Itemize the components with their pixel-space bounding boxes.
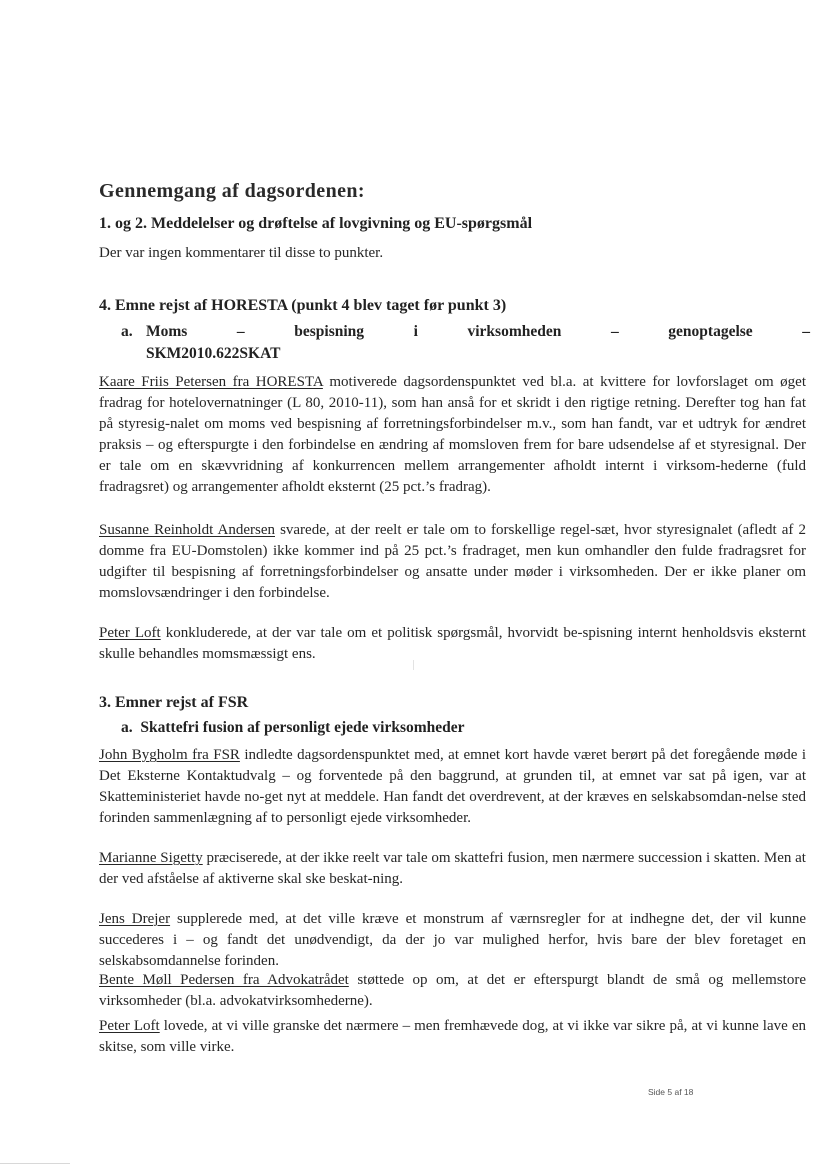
- paragraph-text: støttede op om, at det er efterspurgt blandt de små og mellemstore virksomheder (bl.a. advokatvirksomhederne).: [99, 972, 806, 1009]
- speaker-name: Peter Loft: [99, 1018, 160, 1034]
- speaker-name: Marianne Sigetty: [99, 850, 203, 866]
- speaker-name: John Bygholm fra FSR: [99, 747, 240, 763]
- subheading-word: Moms: [146, 323, 188, 340]
- page-number: Side 5 af 18: [648, 1087, 694, 1097]
- speaker-name: Jens Drejer: [99, 911, 171, 927]
- subheading-word: genoptagelse: [668, 323, 753, 340]
- subheading-word: i: [413, 323, 418, 340]
- paragraph-text: indledte dagsordenspunktet med, at emnet kort havde været berørt på det foregående møde i Det Eksterne Kontaktudvalg – og forventede på den baggrund, at grunden til, at emnet var sat på igen, var at Skatteministeriet havde no-get nyt at meddele. Han fandt det overdrevent, at der kræves en selskabsomdan-nelse sted forinden sammenlægning af to personligt ejede virksomheder.: [99, 747, 807, 826]
- subheading-word: bespisning: [294, 323, 365, 340]
- section-3-title: 3. Emner rejst af FSR: [99, 694, 249, 711]
- scan-mark: [413, 660, 414, 670]
- subheading-word: virksomheden: [467, 323, 562, 340]
- section-3-paragraph-5: [99, 1016, 806, 1058]
- paragraph-text: supplerede med, at det ville kræve et monstrum af værnsregler for at indhegne det, der vil kunne succederes i – og fandt det unødvendigt, da der jo var mulighed herfor, hvis bare der blev foretaget en selskabsomdannelse forinden.: [99, 911, 806, 969]
- section-3-subheading: a. Skattefri fusion af personligt ejede virksomheder: [121, 719, 465, 736]
- section-4-sub-letter: a.: [121, 323, 133, 340]
- section-4-paragraph-1: [99, 372, 806, 498]
- section-4-title: 4. Emne rejst af HORESTA (punkt 4 blev taget før punkt 3): [99, 297, 507, 314]
- paragraph-text: præciserede, at der ikke reelt var tale om skattefri fusion, men nærmere succession i skatten. Men at der ved afståelse af aktiverne skal ske beskat-ning.: [99, 850, 806, 887]
- section-3-paragraph-3: [99, 909, 806, 972]
- speaker-name: Bente Møll Pedersen fra Advokatrådet: [99, 972, 349, 988]
- section-3-paragraph-2: [99, 848, 806, 890]
- section-4-subheading-line1: [146, 323, 810, 341]
- speaker-name: Peter Loft: [99, 625, 161, 641]
- paragraph-text: svarede, at der reelt er tale om to forskellige regel-sæt, hvor styresignalet (afledt af 2 domme fra EU-Domstolen) ikke kommer ind på 25 pct.’s fradraget, men kun omhandler den fulde fradragsret for udgifter til bespisning af forretningsforbindelser og ansatte under møder i virksomheden. Der er ikke planer om momslovsændringer i den forbindelse.: [99, 522, 806, 601]
- subheading-word: –: [610, 323, 619, 340]
- page-heading: Gennemgang af dagsordenen:: [99, 180, 365, 202]
- section-4-paragraph-3: [99, 623, 806, 665]
- speaker-name: Kaare Friis Petersen fra HORESTA: [99, 374, 323, 390]
- section-3-paragraph-1: [99, 745, 806, 829]
- paragraph-text: konkluderede, at der var tale om et politisk spørgsmål, hvorvidt be-spisning internt henholdsvis eksternt skulle behandles momsmæssigt ens.: [99, 625, 806, 662]
- paragraph-text: lovede, at vi ville granske det nærmere – men fremhævede dog, at vi ikke var sikre på, at vi kunne lave en skitse, som ville virke.: [99, 1018, 806, 1055]
- subheading-word: –: [236, 323, 245, 340]
- section-1-2-title: 1. og 2. Meddelelser og drøftelse af lovgivning og EU-spørgsmål: [99, 215, 533, 232]
- subheading-word: –: [802, 323, 810, 340]
- paragraph-text: motiverede dagsordenspunktet ved bl.a. at kvittere for lovforslaget om øget fradrag for hotelovernatninger (L 80, 2010-11), som han anså for et skridt i den rigtige retning. Derefter tog han fat på styresig-nalet om moms ved bespisning af forretningsforbindelser m.v., som han fandt, var et udtryk for ændret praksis – og efterspurgte i den forbindelse en ændring af momsloven frem for bare udsendelse af et styresignal. Der er tale om en skævvridning af konkurrencen mellem arrangementer afholdt internt i virksom-hederne (fuld fradragsret) og arrangementer afholdt eksternt (25 pct.’s fradrag).: [99, 374, 806, 495]
- section-4-paragraph-2: [99, 520, 806, 604]
- scan-edge-line: [0, 1163, 70, 1164]
- section-1-2-text: Der var ingen kommentarer til disse to punkter.: [99, 245, 384, 261]
- speaker-name: Susanne Reinholdt Andersen: [99, 522, 275, 538]
- section-3-paragraph-4: [99, 970, 806, 1012]
- section-4-subheading-line2: SKM2010.622SKAT: [146, 345, 281, 362]
